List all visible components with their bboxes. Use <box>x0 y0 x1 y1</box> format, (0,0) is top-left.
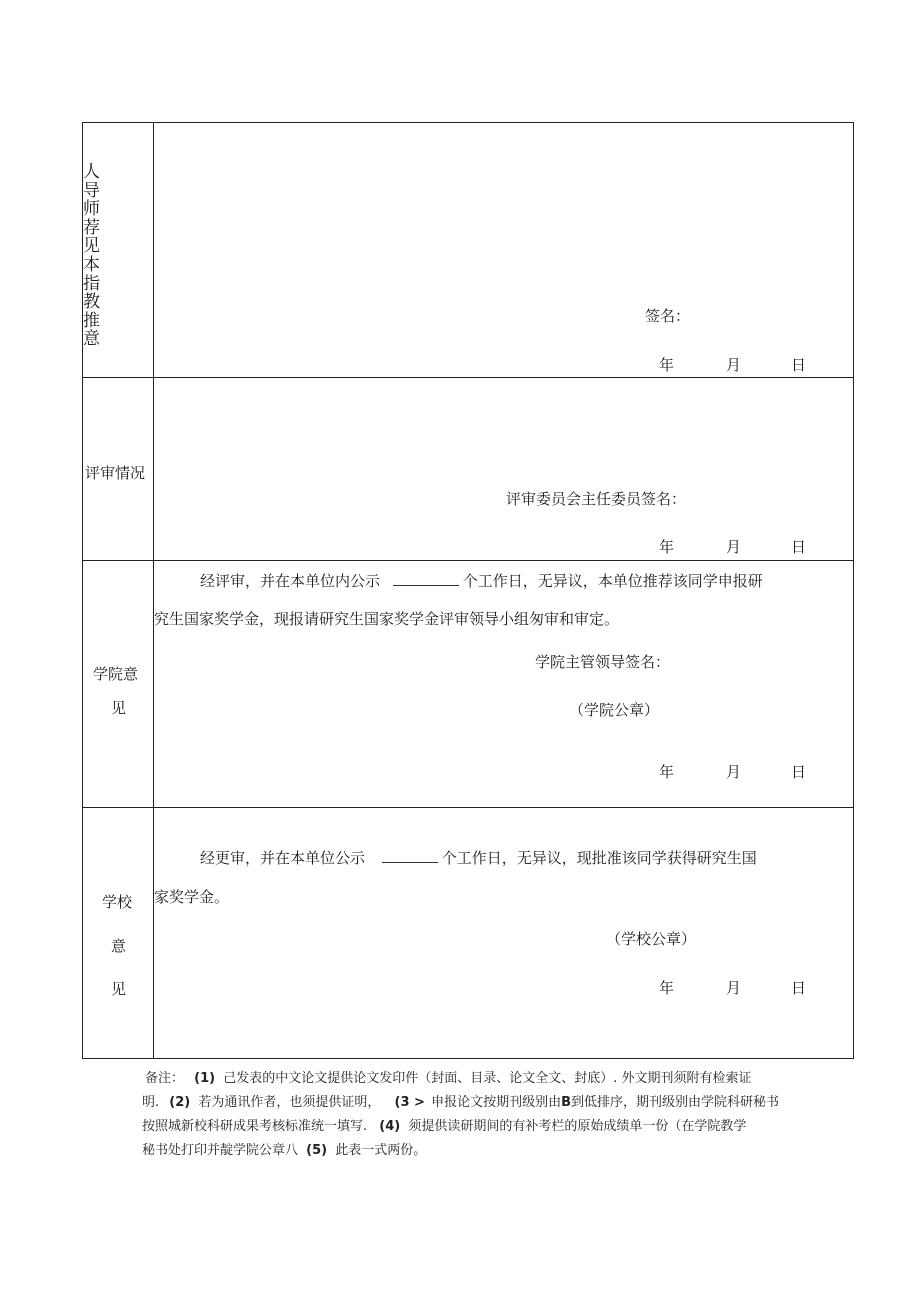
remarks-num-3: (3 > <box>394 1095 425 1110</box>
college-date-month: 月 <box>726 763 742 781</box>
school-label-cell <box>83 808 154 1058</box>
advisor-recommendation-row <box>83 123 853 378</box>
school-date-day: 日 <box>791 979 807 997</box>
remarks-text-4: 须提供读研期间的有补考栏的原始成绩单一份（在学院教学 <box>408 1119 747 1134</box>
school-seal: （学校公章） <box>606 930 697 948</box>
college-date-year: 年 <box>659 763 675 781</box>
advisor-label-char: 导 <box>83 180 100 200</box>
review-label-cell <box>83 378 154 560</box>
remarks-text-1b: 明. <box>142 1095 160 1110</box>
remarks-line4 <box>142 1139 865 1163</box>
remarks-text-5: 此表一式两份。 <box>335 1143 427 1158</box>
remarks-prefix: 备注： <box>145 1071 185 1086</box>
review-content-cell <box>154 378 853 560</box>
school-label-line2: 意 <box>111 937 127 955</box>
advisor-label-char: 人 <box>83 162 100 181</box>
college-signature-label: 学院主管领导签名： <box>535 653 671 671</box>
review-signature-label: 评审委员会主任委员签名： <box>506 490 687 508</box>
remarks-num-1: (1) <box>194 1071 216 1086</box>
school-label-line3: 见 <box>111 980 127 998</box>
remarks-num-5: (5) <box>306 1143 328 1158</box>
advisor-label <box>83 163 119 349</box>
school-statement-line1 <box>200 850 757 866</box>
remarks-text-3d: 按照城新校科研成果考核标准统一填写. <box>142 1119 368 1134</box>
remarks-block <box>142 1067 865 1163</box>
review-label: 评审情况 <box>85 464 146 482</box>
college-statement-part2: 个工作日，无异议，本单位推荐该同学申报研 <box>462 572 763 590</box>
school-opinion-row <box>83 808 853 1058</box>
advisor-date-year: 年 <box>659 356 675 374</box>
advisor-label-cell <box>83 123 154 377</box>
college-opinion-row <box>83 561 853 808</box>
school-statement-part2: 个工作日，无异议，现批准该同学获得研究生国 <box>441 849 757 867</box>
remarks-text-1: 己发表的中文论文提供论文发印件（封面、目录、论文全文、封底）. 外文期刊须附有检索证 <box>223 1071 752 1086</box>
college-statement-line2: 究生国家奖学金，现报请研究生国家奖学金评审领导小组匆审和审定。 <box>154 610 620 628</box>
college-content-cell <box>154 561 853 807</box>
remarks-num-2: (2) <box>169 1095 191 1110</box>
college-label-line2: 见 <box>111 699 127 717</box>
college-statement-line1 <box>200 573 763 589</box>
application-form-table <box>82 122 854 1059</box>
advisor-label-char: 师 <box>83 199 100 219</box>
remarks-line2 <box>142 1091 865 1115</box>
advisor-label-char: 教 <box>83 292 100 312</box>
review-date-month: 月 <box>726 538 742 556</box>
remarks-num-4: (4) <box>379 1119 401 1134</box>
college-seal: （学院公章） <box>569 701 660 719</box>
advisor-label-char: 指 <box>83 273 100 293</box>
remarks-line1 <box>145 1067 865 1091</box>
review-date-day: 日 <box>791 538 807 556</box>
college-date-day: 日 <box>791 763 807 781</box>
college-label-line1: 学院意 <box>93 665 139 683</box>
advisor-label-char: 见 <box>83 236 100 256</box>
advisor-label-char: 本 <box>83 254 100 274</box>
school-statement-line2: 家奖学金。 <box>154 888 230 906</box>
advisor-label-char: 推 <box>83 310 100 330</box>
college-days-blank[interactable] <box>393 573 459 586</box>
advisor-date-day: 日 <box>791 356 807 374</box>
advisor-label-char: 意 <box>83 329 100 349</box>
remarks-text-2: 若为通讯作者，也须提供证明， <box>198 1095 381 1110</box>
advisor-label-char: 荐 <box>83 217 100 237</box>
remarks-text-3a: 申报论文按期刊级别由 <box>431 1095 562 1110</box>
remarks-text-4b: 秘书处打印并靛学院公章八 <box>142 1143 299 1158</box>
college-label-cell <box>83 561 154 807</box>
college-statement-part1: 经评审，并在本单位内公示 <box>200 572 381 590</box>
school-date-year: 年 <box>659 979 675 997</box>
review-date-year: 年 <box>659 538 675 556</box>
school-date-month: 月 <box>726 979 742 997</box>
school-days-blank[interactable] <box>382 850 438 863</box>
school-content-cell <box>154 808 853 1058</box>
remarks-text-3b: B <box>561 1095 571 1110</box>
review-row <box>83 378 853 561</box>
advisor-signature-label: 签名： <box>645 307 691 325</box>
remarks-line3 <box>142 1115 865 1139</box>
school-statement-part1: 经更审，并在本单位公示 <box>200 849 366 867</box>
advisor-date-month: 月 <box>726 356 742 374</box>
school-label-line1: 学校 <box>102 893 133 911</box>
advisor-content-cell <box>154 123 853 377</box>
remarks-text-3c: 到低排序，期刊级别由学院科研秘书 <box>571 1095 780 1110</box>
